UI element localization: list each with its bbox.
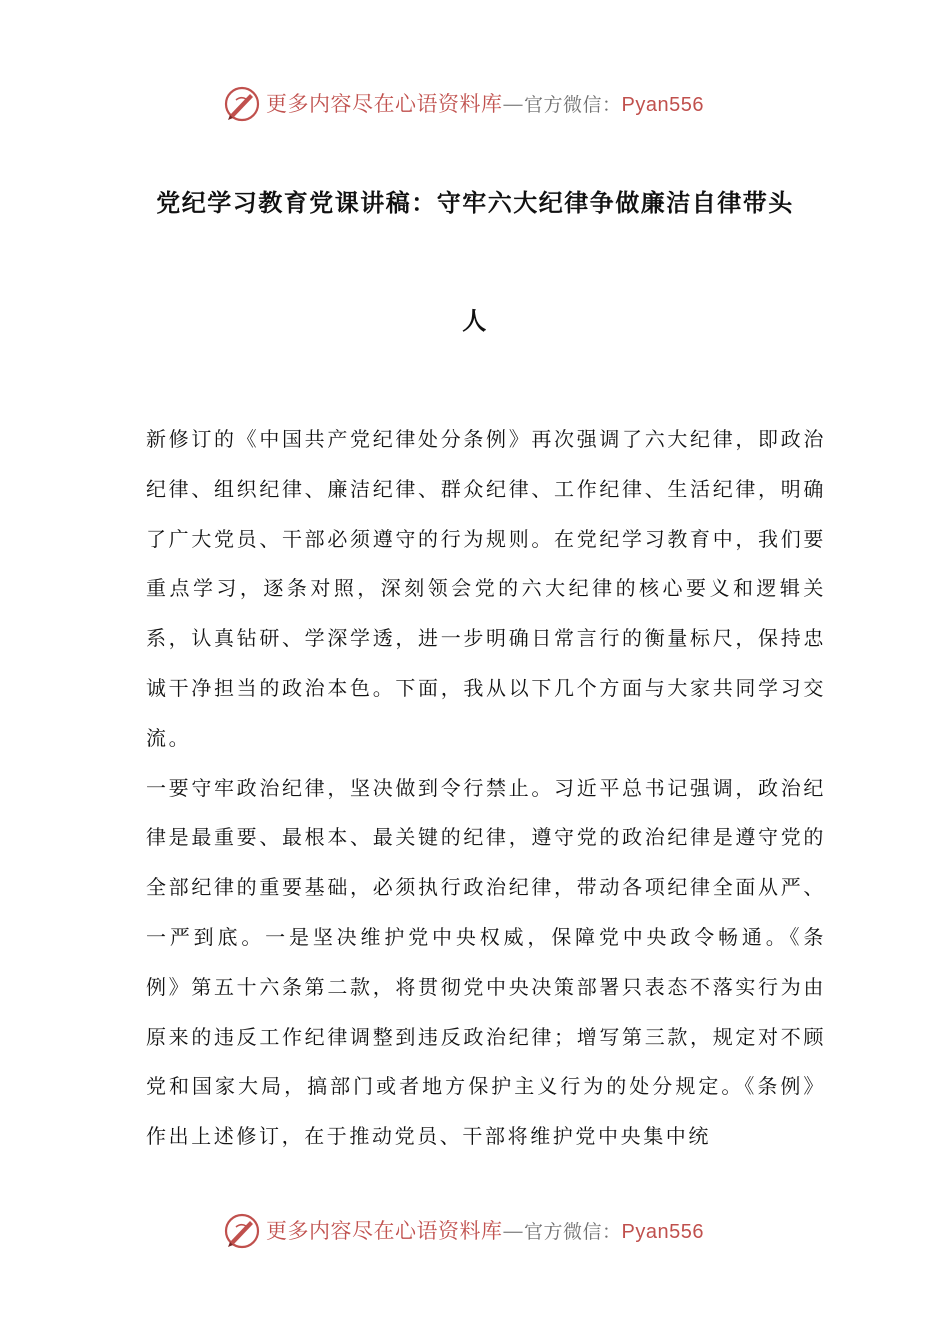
banner-slogan-line (266, 1215, 704, 1245)
banner-separator: — (502, 92, 524, 116)
banner-account: Pyan556 (621, 1221, 704, 1243)
header-banner (0, 78, 950, 128)
footer-banner (0, 1205, 950, 1255)
pen-logo-icon (222, 1211, 262, 1251)
banner-slogan: 更多内容尽在心语资料库 (266, 1219, 503, 1243)
body-paragraph-2: 一要守牢政治纪律，坚决做到令行禁止。习近平总书记强调，政治纪律是最重要、最根本、最关键的纪律，遵守党的政治纪律是遵守党的全部纪律的重要基础，必须执行政治纪律，带动各项纪律全面从严、一严到底。一是坚决维护党中央权威，保障党中央政令畅通。《条例》第五十六条第二款，将贯彻党中央决策部署只表态不落实行为由原来的违反工作纪律调整到违反政治纪律；增写第三款，规定对不顾党和国家大局，搞部门或者地方保护主义行为的处分规定。《条例》作出上述修订，在于推动党员、干部将维护党中央集中统 (146, 775, 826, 1149)
banner-wechat-label: 官方微信： (524, 94, 622, 116)
banner-wechat-label: 官方微信： (524, 1221, 622, 1243)
document-title-line-1: 党纪学习教育党课讲稿：守牢六大纪律争做廉洁自律带头 (156, 188, 794, 217)
banner-separator: — (502, 1219, 524, 1243)
pen-logo-icon (222, 84, 262, 124)
banner-slogan: 更多内容尽在心语资料库 (266, 92, 503, 116)
document-title-line-2: 人 (462, 306, 488, 335)
document-body (146, 415, 826, 1162)
body-paragraph-1: 新修订的《中国共产党纪律处分条例》再次强调了六大纪律，即政治纪律、组织纪律、廉洁纪律、群众纪律、工作纪律、生活纪律，明确了广大党员、干部必须遵守的行为规则。在党纪学习教育中，我们要重点学习，逐条对照，深刻领会党的六大纪律的核心要义和逻辑关系，认真钻研、学深学透，进一步明确日常言行的衡量标尺，保持忠诚干净担当的政治本色。下面，我从以下几个方面与大家共同学习交流。 (146, 427, 826, 750)
banner-slogan-line (266, 88, 704, 118)
banner-account: Pyan556 (621, 94, 704, 116)
